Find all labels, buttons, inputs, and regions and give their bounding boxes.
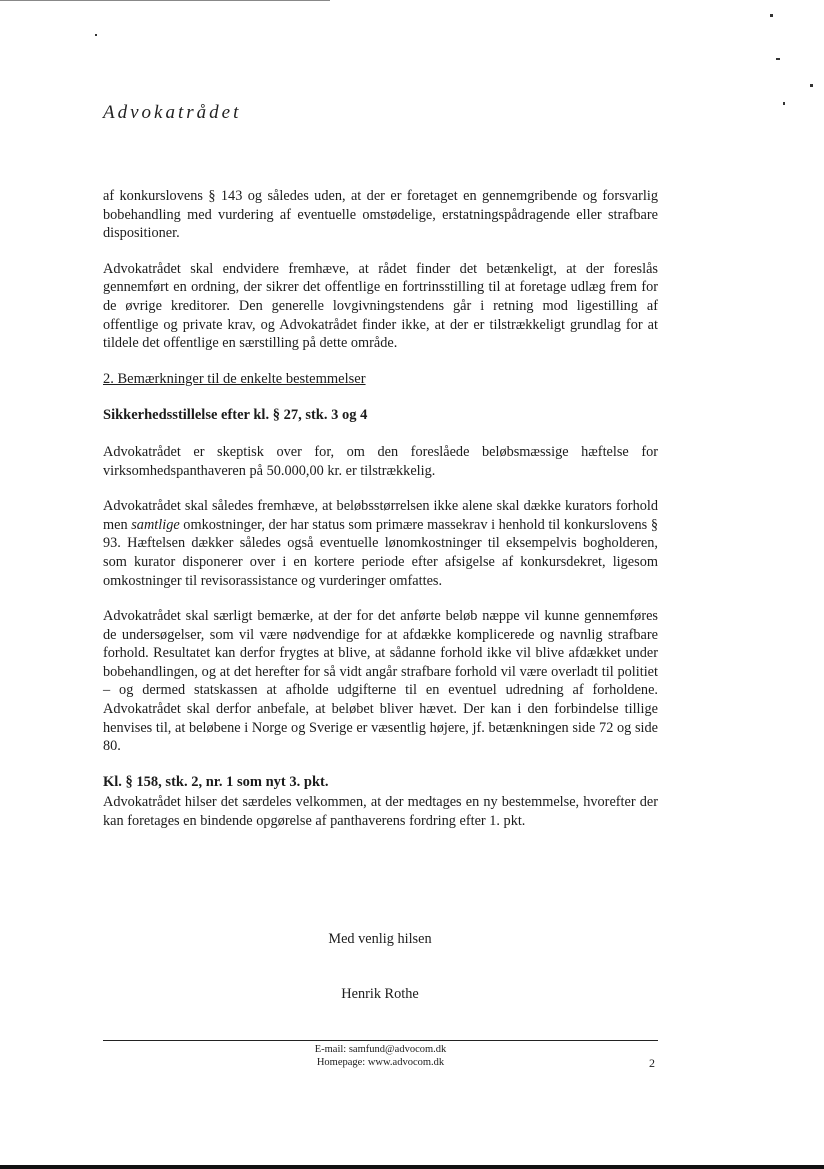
paragraph-anbefaling: Advokatrådet skal særligt bemærke, at der for det anførte beløb næppe vil kunne gennemføres de undersøgelser, som vil være nødvendige for at afdække komplicerede og navnlig strafbare forhold. Resultatet kan derfor frygtes at blive, at sådanne forhold ikke vil blive afdækket under bobehandlingen, og at det herefter for så vidt angår strafbare forhold vil være overladt til politiet – og dermed statskassen at afholde udgifterne til en eventuel udredning af forholdene. Advokatrådet skal derfor anbefale, at beløbet bliver hævet. Der kan i den forbindelse tillige henvises til, at beløbene i Norge og Sverige er væsentlig højere, jf. betænkningen side 72 og side 80. <box>103 608 658 755</box>
subheading-sikkerhedsstillelse: Sikkerhedsstillelse efter kl. § 27, stk. 3 og 4 <box>103 407 368 424</box>
scan-speck <box>783 102 785 105</box>
scan-speck <box>810 84 813 87</box>
footer-divider <box>103 1040 658 1041</box>
footer-email: E-mail: samfund@advocom.dk <box>314 1044 447 1055</box>
scan-speck <box>770 14 773 17</box>
scan-top-line <box>0 0 330 1</box>
scan-speck <box>776 58 780 60</box>
paragraph-text: Advokatrådet skal således fremhæve, at beløbsstørrelsen ikke alene skal dække kurators forhold men <box>103 498 658 533</box>
footer-contact <box>103 1043 658 1069</box>
paragraph-bindende-opgoerelse: Advokatrådet hilser det særdeles velkommen, at der medtages en ny bestemmelse, hvorefter der kan foretages en bindende opgørelse af panthaverens fordring efter 1. pkt. <box>103 794 658 830</box>
paragraph-fortrinsstilling: Advokatrådet skal endvidere fremhæve, at rådet finder det betænkeligt, at der foreslås gennemført en ordning, der sikrer det offentlige en fortrinsstilling til at foretage udlæg frem for de øvrige kreditorer. Den generelle lovgivningstendens går i retning mod ligestilling af offentlige og private krav, og Advokatrådet finder ikke, at der er tilstrækkeligt grundlag for at tildele det offentlige en særstilling på dette område. <box>103 260 658 352</box>
page-number: 2 <box>649 1056 655 1070</box>
subheading-kl-158: Kl. § 158, stk. 2, nr. 1 som nyt 3. pkt. <box>103 773 329 790</box>
letter-body <box>103 187 658 848</box>
signature-name: Henrik Rothe <box>341 986 419 1002</box>
section-heading-bemaerkninger: 2. Bemærkninger til de enkelte bestemmelser <box>103 370 366 387</box>
emphasis-samtlige: samtlige <box>131 516 180 533</box>
footer-homepage: Homepage: www.advocom.dk <box>316 1057 445 1068</box>
scan-bottom-edge <box>0 1165 824 1169</box>
paragraph-konkurslov-143: af konkurslovens § 143 og således uden, at der er foretaget en gennemgribende og forsvarlig bobehandling med vurdering af eventuelle omstødelige, erstatningspådragende eller strafbare dispositioner. <box>103 188 658 242</box>
scan-speck <box>95 34 97 36</box>
closing-greeting: Med venlig hilsen <box>328 931 432 947</box>
paragraph-haeftelse: Advokatrådet er skeptisk over for, om den foreslåede beløbsmæssige hæftelse for virksomhedspanthaveren på 50.000,00 kr. er tilstrækkelig. <box>103 443 658 479</box>
paragraph-beloebsstoerrelse <box>103 497 658 590</box>
letterhead-title: Advokatrådet <box>103 102 242 123</box>
paragraph-text: omkostninger, der har status som primære massekrav i henhold til konkurslovens § 93. Hæftelsen dækker således også eventuelle lønomkostninger til eksempelvis bogholderen, som kurator disponerer over i en kortere periode efter afsigelse af konkursdekret, ligesom omkostninger til revisorassistance og vurderinger omfattes. <box>103 516 658 589</box>
